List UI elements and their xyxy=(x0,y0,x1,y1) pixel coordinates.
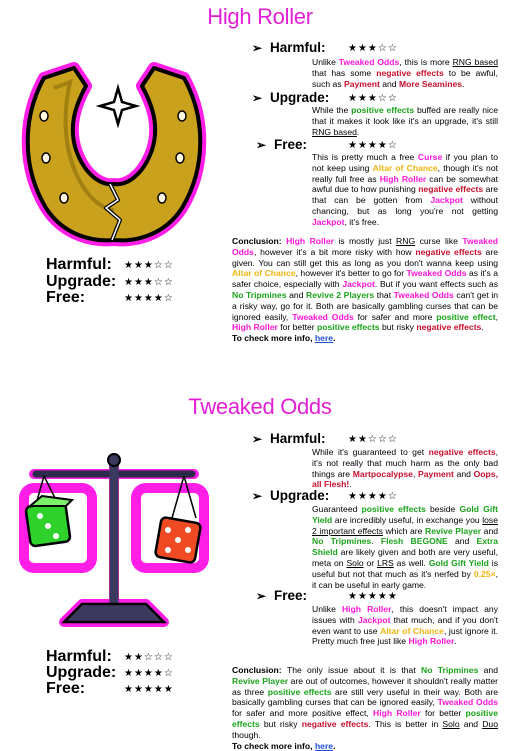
text-run: Jackpot xyxy=(430,195,463,206)
text-run: No Tripmines xyxy=(232,289,287,300)
text-run: buffed are really nice that it makes it look like it's an upgrade, it's still xyxy=(312,105,498,126)
text-run: positive effects xyxy=(232,708,498,729)
text-run: are likely given and both are very useful, meta on xyxy=(312,547,498,568)
free-text xyxy=(312,152,498,228)
text-run: are that can be gotten from xyxy=(312,184,499,206)
text-run: RNG xyxy=(396,236,416,246)
free-stars: ★★★★★ xyxy=(348,591,398,602)
harmful-heading: ➢ Harmful: xyxy=(252,431,326,446)
summary-upgrade-label: Upgrade: xyxy=(46,273,117,290)
arrow-icon: ➢ xyxy=(252,489,263,503)
text-run: , xyxy=(495,311,498,322)
summary-free-row xyxy=(46,289,196,305)
section-title-tweaked-odds: Tweaked Odds xyxy=(188,394,332,419)
text-run: that xyxy=(374,289,394,300)
text-run: Guaranteed xyxy=(312,504,362,514)
summary-harmful-stars: ★★☆☆☆ xyxy=(124,652,174,663)
text-run: and xyxy=(379,78,399,89)
text-run: as well. xyxy=(393,557,429,568)
text-run: , this doesn't impact any issues with xyxy=(312,604,498,625)
text-run: Martpocalypse xyxy=(352,468,413,479)
text-run: as it's a safer choice, especially with xyxy=(232,268,498,290)
text-run: Duo xyxy=(482,718,498,729)
text-run: for safer and more xyxy=(353,311,437,322)
summary-upgrade-label: Upgrade: xyxy=(46,664,117,681)
summary-harmful-label: Harmful: xyxy=(46,256,112,273)
text-run: are out of outcomes, however it shouldn't really matter as three xyxy=(232,675,498,697)
text-run: High Roller xyxy=(408,636,455,647)
text-run: but risky xyxy=(259,718,302,729)
text-run: No Tripmines xyxy=(421,665,479,675)
arrow-icon: ➢ xyxy=(252,91,263,105)
text-run: Tweaked Odds xyxy=(393,289,454,300)
text-run: . xyxy=(356,126,360,137)
text-run: , xyxy=(412,468,419,479)
text-run: Solo xyxy=(442,718,460,729)
text-run: RNG based xyxy=(452,57,498,67)
text-run: Payment xyxy=(344,78,380,89)
text-run: Payment xyxy=(418,468,454,479)
text-run: , however it's a bit more risky with how xyxy=(253,246,416,257)
free-heading: ➢ Free: xyxy=(256,588,308,603)
upgrade-stars: ★★★★☆ xyxy=(348,491,398,502)
horseshoe-icon xyxy=(14,58,214,248)
summary-free-stars: ★★★★☆ xyxy=(124,293,174,304)
text-run: and xyxy=(478,665,498,675)
text-run: though. xyxy=(232,729,261,740)
text-run: Solo xyxy=(346,557,364,568)
text-run: High Roller xyxy=(379,173,427,184)
upgrade-text xyxy=(312,504,498,590)
text-run: negative effects xyxy=(416,322,482,333)
text-run: Extra Shield xyxy=(312,536,499,558)
text-run: that has some xyxy=(312,67,377,78)
arrow-icon: ➢ xyxy=(252,41,263,55)
text-run: Gold Gift Yield xyxy=(312,504,498,525)
text-run: and xyxy=(286,289,307,300)
arrow-icon: ➢ xyxy=(256,138,267,152)
text-run: are still very useful in their way. Both are basically gambling curses that can be ignored easily, xyxy=(232,686,498,708)
text-run: LRS xyxy=(377,557,394,568)
text-run: RNG based xyxy=(312,126,357,137)
text-run: positive effects xyxy=(351,105,415,115)
text-run: . xyxy=(371,536,381,547)
text-run: Conclusion: xyxy=(232,236,287,246)
text-run: , it's free. xyxy=(344,216,380,227)
text-run: , however it's better to go for xyxy=(295,268,407,279)
text-run: High Roller xyxy=(232,322,278,333)
balance-scale-icon xyxy=(14,444,214,636)
text-run: Revive 2 Players xyxy=(306,289,375,300)
text-run: , though it's not really full free as xyxy=(312,162,498,184)
harmful-stars: ★★★☆☆ xyxy=(348,43,398,54)
text-run: are given. You can still get this as long as you don't wanna keep using xyxy=(232,246,498,268)
text-run: can be somewhat awful due to how punishing xyxy=(312,173,498,195)
more-info-label: To check more info, xyxy=(232,740,313,751)
more-info-link[interactable]: here xyxy=(314,333,334,344)
summary-upgrade-row xyxy=(46,664,196,680)
text-run: which are xyxy=(382,525,425,536)
text-run: Altar of Chance xyxy=(380,625,444,636)
text-run: or xyxy=(363,557,378,568)
conclusion-text: Conclusion: The only issue about it is that No Tripmines and Revive Player are out of outcomes, however it shouldn't really matter as three positive effects are still very useful in their way. Both are basically gambling curses that can be ignored easily, Tweaked Odds for safer and more positive effect, High Roller for better positive effects but risky negative effects. This is better in Solo and Duo though. To check more info, here. xyxy=(232,665,498,751)
text-run: . xyxy=(462,78,465,89)
text-run: Tweaked Odds xyxy=(406,268,467,279)
conclusion-text: Conclusion: High Roller is mostly just RNG curse like Tweaked Odds, however it's a bit more risky with how negative effects are given. You can still get this as long as you don't wanna keep using Altar of Chance, however it's better to go for Tweaked Odds as it's a safer choice, especially with Jackpot. But if you want effects such as No Tripmines and Revive 2 Players that Tweaked Odds can't get in a risky way, go for it. Both are basically gambling curses that can be ignored easily, Tweaked Odds for safer and more positive effect, High Roller for better positive effects but risky negative effects. To check more info, here. xyxy=(232,236,499,344)
text-run: positive effect xyxy=(436,311,496,322)
text-run: Unlike xyxy=(312,604,342,614)
text-run: curse like xyxy=(415,236,463,246)
arrow-icon: ➢ xyxy=(256,589,267,603)
text-run: While the xyxy=(312,105,352,115)
summary-upgrade-row xyxy=(46,273,196,289)
harmful-text xyxy=(312,57,498,89)
text-run: , just ignore it. Pretty much free just like xyxy=(312,625,498,647)
upgrade-text xyxy=(312,105,498,137)
free-stars: ★★★★☆ xyxy=(348,140,398,151)
summary-harmful-label: Harmful: xyxy=(46,648,112,665)
text-run: Tweaked Odds xyxy=(338,57,400,67)
text-run: Gold Gift Yield xyxy=(428,557,489,568)
summary-upgrade-stars: ★★★★☆ xyxy=(124,668,174,679)
upgrade-heading: ➢ Upgrade: xyxy=(252,90,330,105)
text-run: Oops, all Flesh! xyxy=(312,468,498,490)
section-title-high-roller: High Roller xyxy=(207,4,313,29)
text-run: Revive Player xyxy=(232,675,289,686)
text-run: . xyxy=(454,636,457,647)
text-run: is useful but not that much as it's nerfed by xyxy=(312,557,498,579)
text-run: negative effects xyxy=(418,184,484,195)
text-run: for safer and more positive effect, xyxy=(232,708,373,719)
free-heading: ➢ Free: xyxy=(256,137,308,152)
text-run: negative effects xyxy=(376,67,444,78)
text-run: lose 2 important effects xyxy=(312,514,498,536)
upgrade-heading: ➢ Upgrade: xyxy=(252,488,330,503)
text-run: without chancing, but as long you're not getting xyxy=(312,195,498,216)
text-run: This is pretty much a free xyxy=(312,152,418,162)
text-run: to be awful, such as xyxy=(312,67,498,89)
text-run: can't get in a risky way, go for it. Both are basically gambling curses that can be ignored easily, xyxy=(232,289,499,322)
text-run: Tweaked Odds xyxy=(232,236,498,257)
text-run: that much, and if you don't even want to use xyxy=(312,614,499,636)
free-text xyxy=(312,604,498,647)
text-run: if you plan to not keep using xyxy=(312,152,498,173)
text-run: Altar of Chance xyxy=(232,268,296,279)
text-run: Curse xyxy=(417,152,443,162)
text-run: . But if you want effects such as xyxy=(374,279,498,290)
text-run: Conclusion: xyxy=(232,665,287,675)
text-run: beside xyxy=(425,504,460,514)
text-run: Flesh BEGONE xyxy=(380,536,448,547)
text-run: , this is more xyxy=(399,57,453,67)
text-run: and xyxy=(459,718,483,729)
more-info-label: To check more info, xyxy=(232,333,313,344)
text-run: Jackpot xyxy=(312,216,345,227)
text-run: High Roller xyxy=(341,604,392,614)
text-run: negative effects xyxy=(428,447,496,457)
summary-upgrade-stars: ★★★☆☆ xyxy=(124,277,174,288)
text-run: are incredibly useful, in exchange you xyxy=(332,514,483,525)
text-run: and xyxy=(453,468,474,479)
text-run: is mostly just xyxy=(333,236,397,246)
summary-free-label: Free: xyxy=(46,289,86,306)
text-run: and xyxy=(481,525,498,536)
summary-harmful-stars: ★★★☆☆ xyxy=(124,260,174,271)
text-run: negative effects xyxy=(415,246,482,257)
summary-free-stars: ★★★★★ xyxy=(124,684,174,695)
text-run: While it's guaranteed to get xyxy=(312,447,429,457)
text-run: More Seamines xyxy=(398,78,463,89)
text-run: , it can be useful in early game. xyxy=(312,568,498,590)
text-run: Jackpot xyxy=(342,279,375,290)
harmful-heading: ➢ Harmful: xyxy=(252,40,326,55)
arrow-icon: ➢ xyxy=(252,432,263,446)
summary-free-row xyxy=(46,680,196,696)
text-run: for better xyxy=(277,322,318,333)
summary-free-label: Free: xyxy=(46,680,86,697)
text-run: positive effects xyxy=(267,686,332,697)
text-run: Revive Player xyxy=(425,525,482,536)
text-run: 0.25× xyxy=(473,568,496,579)
summary-harmful-row xyxy=(46,256,196,272)
text-run: positive effects xyxy=(317,322,380,333)
text-run: High Roller xyxy=(373,708,421,719)
text-run: No Tripmines xyxy=(312,536,372,547)
text-run: Tweaked Odds xyxy=(437,697,498,708)
summary-harmful-row xyxy=(46,648,196,664)
text-run: . This is better in xyxy=(368,718,443,729)
text-run: and xyxy=(447,536,477,547)
text-run: positive effects xyxy=(361,504,426,514)
harmful-text xyxy=(312,447,498,490)
harmful-stars: ★★☆☆☆ xyxy=(348,434,398,445)
text-run: Altar of Chance xyxy=(372,162,438,173)
text-run: Tweaked Odds xyxy=(292,311,354,322)
text-run: , it's not really that much harm as the only bad things are xyxy=(312,447,498,479)
text-run: for better xyxy=(420,708,466,719)
text-run: . xyxy=(349,479,352,490)
upgrade-stars: ★★★☆☆ xyxy=(348,93,398,104)
text-run: . xyxy=(481,322,484,333)
text-run: but risky xyxy=(379,322,417,333)
text-run: negative effects xyxy=(301,718,369,729)
text-run: The only issue about it is that xyxy=(286,665,421,675)
text-run: Unlike xyxy=(312,57,339,67)
more-info-link[interactable]: here xyxy=(314,740,334,751)
text-run: High Roller xyxy=(286,236,334,246)
text-run: Jackpot xyxy=(357,614,391,625)
